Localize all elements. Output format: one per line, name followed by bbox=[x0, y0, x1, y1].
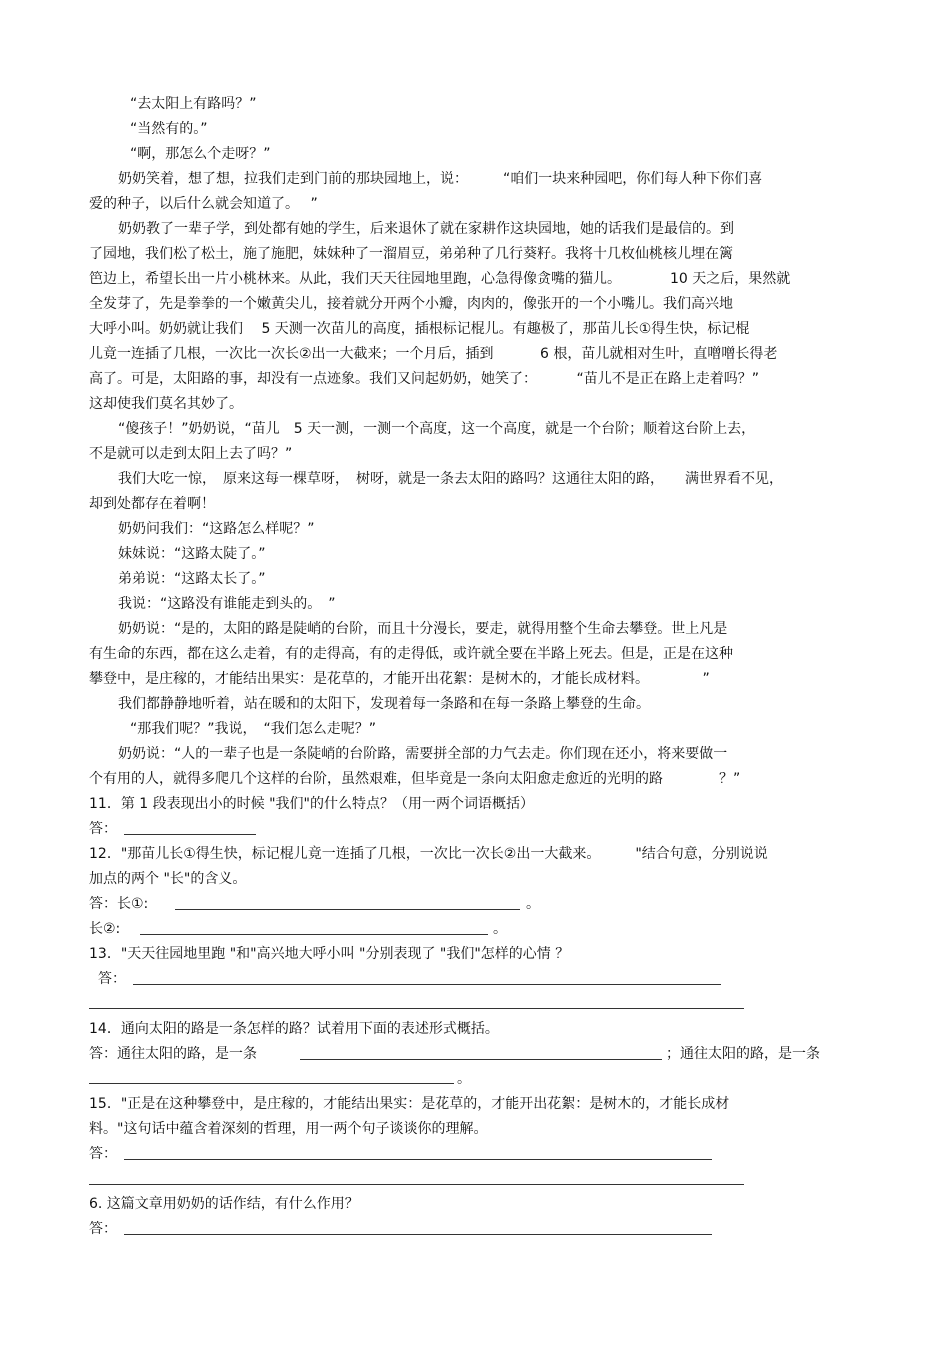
passage-line: 个有用的人，就得多爬几个这样的台阶，虽然艰难，但毕竟是一条向太阳愈走愈近的光明的路 ？” bbox=[89, 771, 741, 787]
passage-line: “傻孩子！”奶奶说，“苗儿 5 天一测，一测一个高度，这一个高度，就是一个台阶；顺着这台阶上去， bbox=[118, 421, 756, 437]
answer-label: 答： bbox=[89, 1221, 117, 1237]
passage-line: 有生命的东西，都在这么走着，有的走得高，有的走得低，或许就全要在半路上死去。但是，正是在这种 bbox=[89, 646, 733, 662]
passage-line: 攀登中，是庄稼的，才能结出果实：是花草的，才能开出花絮：是树木的，才能长成材料。 ” bbox=[89, 671, 710, 687]
question-15-cont: 料。"这句话中蕴含着深刻的哲理，用一两个句子谈谈你的理解。 bbox=[89, 1121, 488, 1137]
passage-line: 奶奶笑着，想了想，拉我们走到门前的那块园地上，说： “咱们一块来种园吧，你们每人种下你们喜 bbox=[118, 171, 763, 187]
question-12-cont: 加点的两个 "长"的含义。 bbox=[89, 871, 247, 887]
passage-line: 高了。可是，太阳路的事，却没有一点迹象。我们又问起奶奶，她笑了： “苗儿不是正在路上走着吗？” bbox=[89, 371, 759, 387]
passage-line: “当然有的。” bbox=[130, 121, 208, 137]
passage-line: 儿竟一连插了几根，一次比一次长②出一大截来；一个月后，插到 6 根，苗儿就相对生叶，直噌噌长得老 bbox=[89, 346, 778, 362]
answer-line[interactable] bbox=[124, 1234, 712, 1235]
passage-line: 弟弟说：“这路太长了。” bbox=[118, 571, 266, 587]
question-15: 15．"正是在这种攀登中，是庄稼的，才能结出果实：是花草的，才能开出花絮：是树木的，才能长成材 bbox=[89, 1096, 730, 1112]
passage-line: “啊，那怎么个走呀？” bbox=[130, 146, 271, 162]
passage-line: “去太阳上有路吗？” bbox=[130, 96, 257, 112]
answer-line[interactable] bbox=[89, 1008, 744, 1009]
passage-line: 笆边上，希望长出一片小桃林来。从此，我们天天往园地里跑，心急得像贪嘴的猫儿。 10 天之后，果然就 bbox=[89, 271, 791, 287]
answer-line[interactable] bbox=[89, 1083, 454, 1084]
question-6: 6. 这篇文章用奶奶的话作结，有什么作用？ bbox=[89, 1196, 359, 1212]
passage-line: 奶奶教了一辈子学，到处都有她的学生，后来退休了就在家耕作这块园地，她的话我们是最信的。到 bbox=[118, 221, 734, 237]
answer-label: 答：长①: bbox=[89, 896, 149, 912]
passage-line: “那我们呢？”我说， “我们怎么走呢？” bbox=[130, 721, 377, 737]
question-14: 14．通向太阳的路是一条怎样的路？试着用下面的表述形式概括。 bbox=[89, 1021, 499, 1037]
answer-line[interactable] bbox=[133, 984, 721, 985]
period-mark: 。 bbox=[526, 896, 540, 912]
answer-label: 答： bbox=[89, 821, 117, 837]
answer-label: 答： bbox=[98, 971, 126, 987]
passage-line: 奶奶说：“是的，太阳的路是陡峭的台阶，而且十分漫长，要走，就得用整个生命去攀登。世上凡是 bbox=[118, 621, 728, 637]
period-mark: 。 bbox=[457, 1071, 471, 1087]
passage-line: 了园地，我们松了松土，施了施肥，妹妹种了一溜眉豆，弟弟种了几行葵籽。我将十几枚仙桃核儿埋在篱 bbox=[89, 246, 733, 262]
passage-line: 全发芽了，先是拳拳的一个嫩黄尖儿，接着就分开两个小瓣，肉肉的，像张开的一个小嘴儿。我们高兴地 bbox=[89, 296, 733, 312]
period-mark: 。 bbox=[493, 921, 507, 937]
question-12: 12．"那苗儿长①得生快，标记棍儿竟一连插了几根，一次比一次长②出一大截来。 "结合句意，分别说说 bbox=[89, 846, 768, 862]
passage-line: 我说：“这路没有谁能走到头的。 ” bbox=[118, 596, 336, 612]
answer-label: 答：通往太阳的路，是一条 bbox=[89, 1046, 257, 1062]
answer-line[interactable] bbox=[124, 834, 256, 835]
passage-line: 妹妹说：“这路太陡了。” bbox=[118, 546, 266, 562]
passage-line: 大呼小叫。奶奶就让我们 5 天测一次苗儿的高度，插根标记棍儿。有趣极了，那苗儿长①得生快，标记棍 bbox=[89, 321, 750, 337]
passage-line: 却到处都存在着啊！ bbox=[89, 496, 215, 512]
answer-label: 长②: bbox=[89, 921, 121, 937]
passage-line: 不是就可以走到太阳上去了吗？” bbox=[89, 446, 293, 462]
passage-line: 我们大吃一惊， 原来这每一棵草呀， 树呀，就是一条去太阳的路吗？这通往太阳的路， 满世界看不见， bbox=[118, 471, 783, 487]
question-11: 11．第 1 段表现出小的时候 "我们"的什么特点？（用一两个词语概括） bbox=[89, 796, 534, 812]
passage-line: 这却使我们莫名其妙了。 bbox=[89, 396, 243, 412]
passage-line: 我们都静静地听着，站在暖和的太阳下，发现着每一条路和在每一条路上攀登的生命。 bbox=[118, 696, 650, 712]
passage-line: 奶奶说：“人的一辈子也是一条陡峭的台阶路，需要拼全部的力气去走。你们现在还小，将来要做一 bbox=[118, 746, 728, 762]
answer-line[interactable] bbox=[124, 1159, 712, 1160]
answer-label: 答： bbox=[89, 1146, 117, 1162]
answer-label: ；通往太阳的路，是一条 bbox=[666, 1046, 820, 1062]
answer-line[interactable] bbox=[175, 909, 520, 910]
passage-line: 爱的种子，以后什么就会知道了。 ” bbox=[89, 196, 318, 212]
passage-line: 奶奶问我们：“这路怎么样呢？” bbox=[118, 521, 315, 537]
answer-line[interactable] bbox=[140, 934, 488, 935]
question-13: 13．"天天往园地里跑 "和"高兴地大呼小叫 "分别表现了 "我们"怎样的心情 ？ bbox=[89, 946, 570, 962]
answer-line[interactable] bbox=[89, 1184, 744, 1185]
answer-line[interactable] bbox=[300, 1059, 662, 1060]
